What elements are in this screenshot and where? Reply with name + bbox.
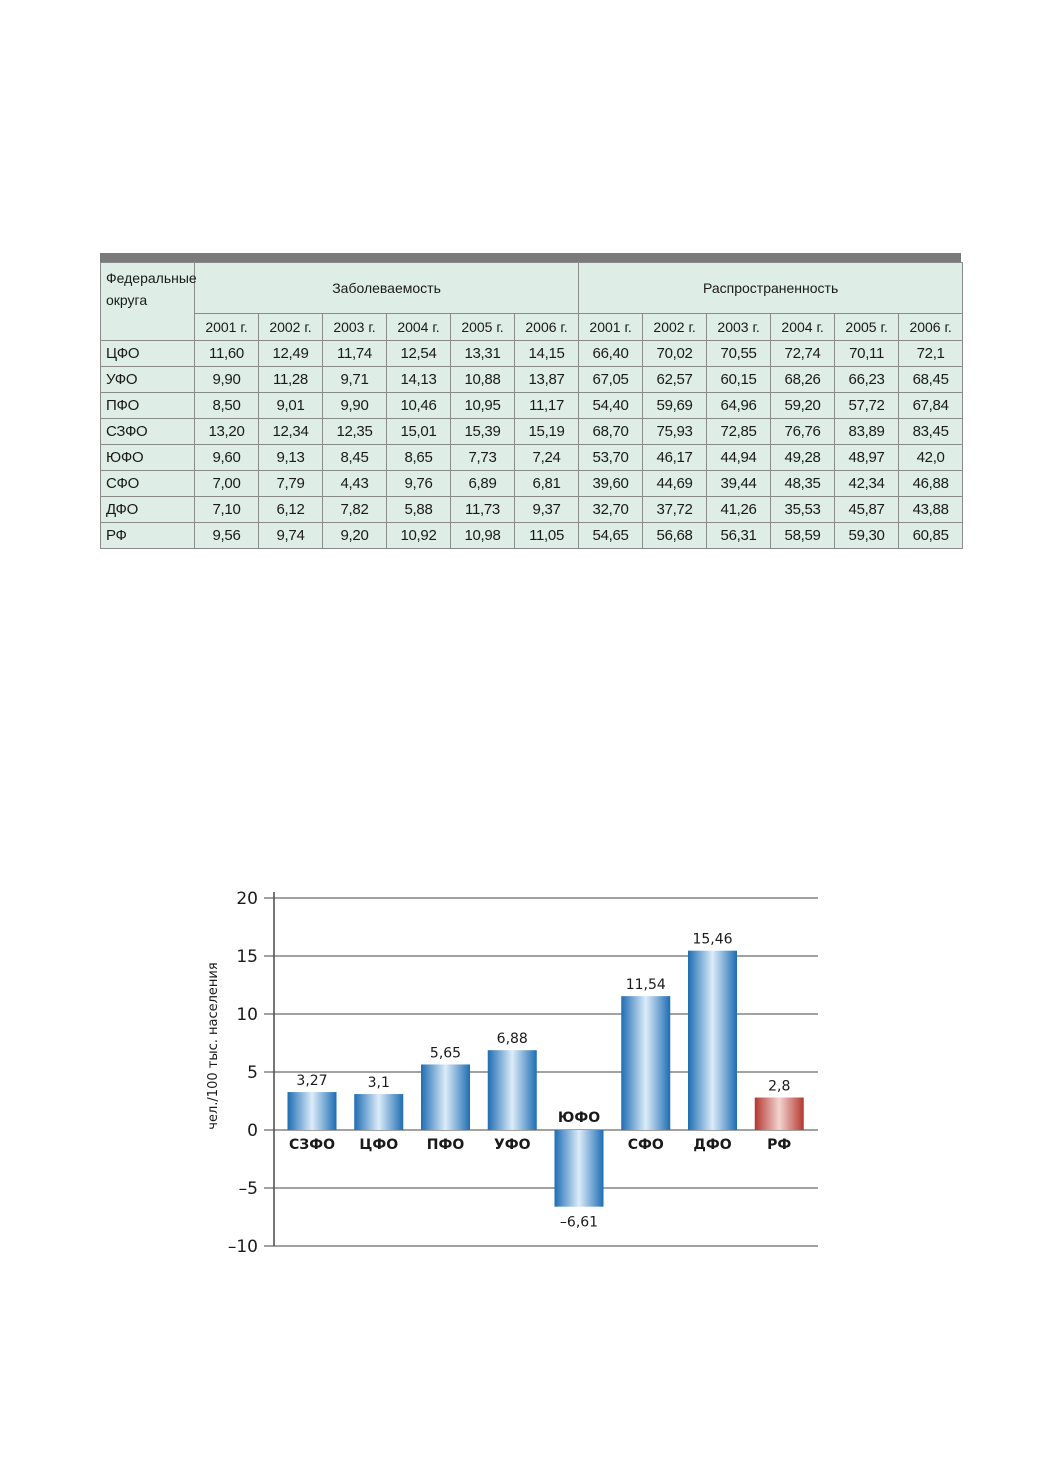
value-cell: 76,76 — [771, 419, 835, 445]
region-cell: ЦФО — [101, 341, 195, 367]
value-cell: 42,34 — [835, 471, 899, 497]
value-cell: 59,20 — [771, 393, 835, 419]
value-cell: 11,05 — [515, 523, 579, 549]
value-cell: 60,85 — [899, 523, 963, 549]
value-cell: 83,89 — [835, 419, 899, 445]
value-cell: 43,88 — [899, 497, 963, 523]
data-label: 11,54 — [625, 977, 666, 994]
value-cell: 4,43 — [323, 471, 387, 497]
value-cell: 53,70 — [579, 445, 643, 471]
year-header: 2001 г. — [195, 314, 259, 341]
value-cell: 9,56 — [195, 523, 259, 549]
data-label: 15,46 — [692, 931, 733, 948]
value-cell: 68,70 — [579, 419, 643, 445]
value-cell: 15,19 — [515, 419, 579, 445]
value-cell: 9,13 — [259, 445, 323, 471]
value-cell: 56,31 — [707, 523, 771, 549]
value-cell: 68,26 — [771, 367, 835, 393]
table-row — [101, 523, 963, 549]
value-cell: 10,46 — [387, 393, 451, 419]
value-cell: 15,39 — [451, 419, 515, 445]
value-cell: 7,82 — [323, 497, 387, 523]
region-cell: УФО — [101, 367, 195, 393]
value-cell: 54,40 — [579, 393, 643, 419]
y-tick-label: 10 — [236, 1005, 258, 1025]
table-row — [101, 445, 963, 471]
value-cell: 39,60 — [579, 471, 643, 497]
value-cell: 11,17 — [515, 393, 579, 419]
value-cell: 6,89 — [451, 471, 515, 497]
region-cell: ДФО — [101, 497, 195, 523]
year-header: 2006 г. — [899, 314, 963, 341]
table-row — [101, 471, 963, 497]
value-cell: 37,72 — [643, 497, 707, 523]
value-cell: 48,35 — [771, 471, 835, 497]
year-header: 2001 г. — [579, 314, 643, 341]
value-cell: 41,26 — [707, 497, 771, 523]
value-cell: 8,45 — [323, 445, 387, 471]
value-cell: 64,96 — [707, 393, 771, 419]
table-body — [101, 341, 963, 549]
table-row — [101, 419, 963, 445]
value-cell: 12,34 — [259, 419, 323, 445]
category-label: ДФО — [693, 1137, 732, 1153]
value-cell: 12,35 — [323, 419, 387, 445]
value-cell: 12,54 — [387, 341, 451, 367]
value-cell: 58,59 — [771, 523, 835, 549]
value-cell: 75,93 — [643, 419, 707, 445]
year-header: 2002 г. — [259, 314, 323, 341]
region-cell: ПФО — [101, 393, 195, 419]
category-label: ЮФО — [557, 1110, 601, 1126]
value-cell: 9,20 — [323, 523, 387, 549]
value-cell: 66,23 — [835, 367, 899, 393]
y-tick-label: 0 — [247, 1121, 258, 1141]
bar-1 — [354, 1094, 403, 1130]
value-cell: 67,05 — [579, 367, 643, 393]
value-cell: 49,28 — [771, 445, 835, 471]
y-tick-label: –5 — [238, 1179, 258, 1199]
value-cell: 10,88 — [451, 367, 515, 393]
value-cell: 70,55 — [707, 341, 771, 367]
data-label: 2,8 — [768, 1078, 791, 1095]
year-header: 2005 г. — [451, 314, 515, 341]
table-top-rule — [100, 253, 961, 262]
value-cell: 83,45 — [899, 419, 963, 445]
data-label: 3,1 — [367, 1075, 390, 1092]
value-cell: 46,17 — [643, 445, 707, 471]
value-cell: 11,60 — [195, 341, 259, 367]
value-cell: 14,13 — [387, 367, 451, 393]
region-cell: РФ — [101, 523, 195, 549]
value-cell: 59,69 — [643, 393, 707, 419]
value-cell: 7,10 — [195, 497, 259, 523]
bar-2 — [421, 1064, 470, 1130]
value-cell: 9,90 — [195, 367, 259, 393]
value-cell: 9,01 — [259, 393, 323, 419]
category-label: СЗФО — [288, 1137, 336, 1153]
value-cell: 68,45 — [899, 367, 963, 393]
bar-5 — [621, 996, 670, 1130]
y-tick-label: 15 — [236, 947, 258, 967]
bar-7 — [755, 1098, 804, 1130]
value-cell: 42,0 — [899, 445, 963, 471]
bar-6 — [688, 951, 737, 1130]
value-cell: 44,94 — [707, 445, 771, 471]
bar-3 — [488, 1050, 537, 1130]
value-cell: 9,60 — [195, 445, 259, 471]
value-cell: 67,84 — [899, 393, 963, 419]
year-header: 2006 г. — [515, 314, 579, 341]
value-cell: 59,30 — [835, 523, 899, 549]
value-cell: 8,65 — [387, 445, 451, 471]
value-cell: 15,01 — [387, 419, 451, 445]
value-cell: 44,69 — [643, 471, 707, 497]
value-cell: 60,15 — [707, 367, 771, 393]
chart-bars — [288, 951, 804, 1207]
year-header: 2004 г. — [771, 314, 835, 341]
value-cell: 72,74 — [771, 341, 835, 367]
year-header: 2004 г. — [387, 314, 451, 341]
value-cell: 11,73 — [451, 497, 515, 523]
value-cell: 13,31 — [451, 341, 515, 367]
value-cell: 7,79 — [259, 471, 323, 497]
group-header-prevalence: Распространенность — [579, 263, 963, 314]
data-label: 5,65 — [429, 1045, 462, 1062]
data-label: 6,88 — [496, 1031, 528, 1048]
value-cell: 9,37 — [515, 497, 579, 523]
value-cell: 70,11 — [835, 341, 899, 367]
value-cell: 39,44 — [707, 471, 771, 497]
value-cell: 70,02 — [643, 341, 707, 367]
value-cell: 10,95 — [451, 393, 515, 419]
category-label: РФ — [767, 1137, 792, 1153]
value-cell: 57,72 — [835, 393, 899, 419]
value-cell: 45,87 — [835, 497, 899, 523]
category-label: УФО — [493, 1137, 531, 1153]
year-header: 2002 г. — [643, 314, 707, 341]
value-cell: 13,20 — [195, 419, 259, 445]
value-cell: 6,81 — [515, 471, 579, 497]
value-cell: 11,74 — [323, 341, 387, 367]
region-cell: ЮФО — [101, 445, 195, 471]
bar-4 — [555, 1130, 604, 1207]
region-cell: СЗФО — [101, 419, 195, 445]
value-cell: 72,1 — [899, 341, 963, 367]
y-tick-label: 5 — [247, 1063, 258, 1083]
data-label: –6,61 — [559, 1214, 599, 1231]
value-cell: 12,49 — [259, 341, 323, 367]
year-header: 2003 г. — [323, 314, 387, 341]
category-label: СФО — [627, 1137, 664, 1153]
y-tick-label: –10 — [227, 1237, 258, 1257]
incidence-prevalence-table-block — [100, 253, 961, 549]
chart-y-axis — [228, 889, 274, 1257]
value-cell: 10,92 — [387, 523, 451, 549]
table-row — [101, 393, 963, 419]
value-cell: 56,68 — [643, 523, 707, 549]
value-cell: 54,65 — [579, 523, 643, 549]
table-row — [101, 341, 963, 367]
value-cell: 11,28 — [259, 367, 323, 393]
y-axis-label: чел./100 тыс. населения — [206, 962, 221, 1130]
value-cell: 7,24 — [515, 445, 579, 471]
incidence-prevalence-table — [100, 262, 963, 549]
value-cell: 5,88 — [387, 497, 451, 523]
table-row — [101, 497, 963, 523]
value-cell: 7,00 — [195, 471, 259, 497]
value-cell: 8,50 — [195, 393, 259, 419]
value-cell: 7,73 — [451, 445, 515, 471]
value-cell: 32,70 — [579, 497, 643, 523]
category-label: ЦФО — [359, 1137, 399, 1153]
year-header: 2005 г. — [835, 314, 899, 341]
region-cell: СФО — [101, 471, 195, 497]
table-corner-header: Федеральные округа — [101, 263, 195, 341]
category-label: ПФО — [426, 1137, 465, 1153]
value-cell: 66,40 — [579, 341, 643, 367]
value-cell: 48,97 — [835, 445, 899, 471]
table-row — [101, 367, 963, 393]
value-cell: 10,98 — [451, 523, 515, 549]
year-header: 2003 г. — [707, 314, 771, 341]
value-cell: 14,15 — [515, 341, 579, 367]
value-cell: 72,85 — [707, 419, 771, 445]
bar-chart — [200, 878, 830, 1278]
bar-0 — [288, 1092, 337, 1130]
value-cell: 46,88 — [899, 471, 963, 497]
value-cell: 9,76 — [387, 471, 451, 497]
value-cell: 9,90 — [323, 393, 387, 419]
value-cell: 9,71 — [323, 367, 387, 393]
value-cell: 62,57 — [643, 367, 707, 393]
value-cell: 6,12 — [259, 497, 323, 523]
value-cell: 13,87 — [515, 367, 579, 393]
value-cell: 9,74 — [259, 523, 323, 549]
value-cell: 35,53 — [771, 497, 835, 523]
group-header-incidence: Заболеваемость — [195, 263, 579, 314]
y-tick-label: 20 — [236, 889, 258, 909]
data-label: 3,27 — [296, 1073, 328, 1090]
